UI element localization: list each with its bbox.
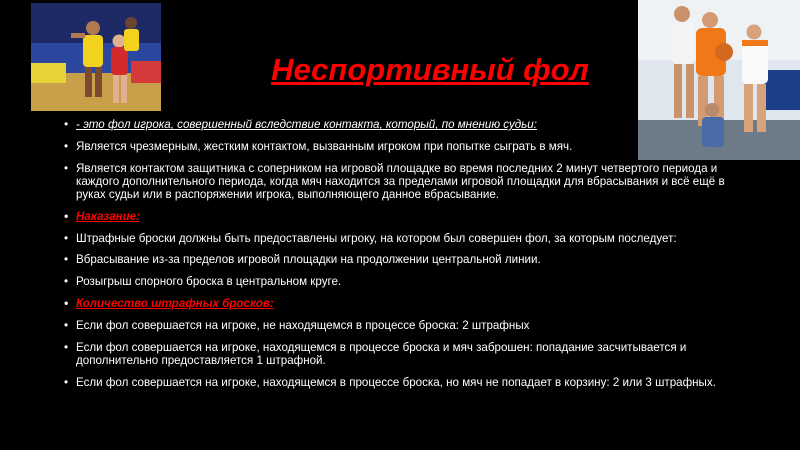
basketball-photo-left (31, 3, 161, 111)
slide-title: Неспортивный фол (271, 52, 589, 87)
list-item: • Если фол совершается на игроке, находящемся в процессе броска и мяч заброшен: попадание засчитывается и дополнительно предоставляется 1 штрафной. (64, 341, 744, 367)
list-item: • Розыгрыш спорного броска в центральном круге. (64, 275, 744, 288)
section-heading-free-throws: • Количество штрафных бросков: (64, 297, 744, 310)
list-item: • Если фол совершается на игроке, находящемся в процессе броска, но мяч не попадает в корзину: 2 или 3 штрафных. (64, 376, 744, 389)
list-item: • Штрафные броски должны быть предоставлены игроку, на котором был совершен фол, за которым последует: (64, 232, 744, 245)
bullet-list (64, 118, 744, 397)
list-item: • Является контактом защитника с соперником на игровой площадке во время последних 2 минут четвертого периода и каждого дополнительного периода, когда мяч находится за пределами игровой площадки для вбрасывания и всё ещё в руках судьи или в распоряжении игрока, выполняющего данное вбрасывание. (64, 162, 744, 202)
list-item: • Вбрасывание из-за пределов игровой площадки на продолжении центральной линии. (64, 253, 744, 266)
section-heading-penalty: • Наказание: (64, 210, 744, 223)
list-item: • Является чрезмерным, жестким контактом, вызванным игроком при попытке сыграть в мяч. (64, 140, 744, 153)
list-item: • Если фол совершается на игроке, не находящемся в процессе броска: 2 штрафных (64, 319, 744, 332)
list-item: • - это фол игрока, совершенный вследствие контакта, который, по мнению судьи: (64, 118, 744, 131)
